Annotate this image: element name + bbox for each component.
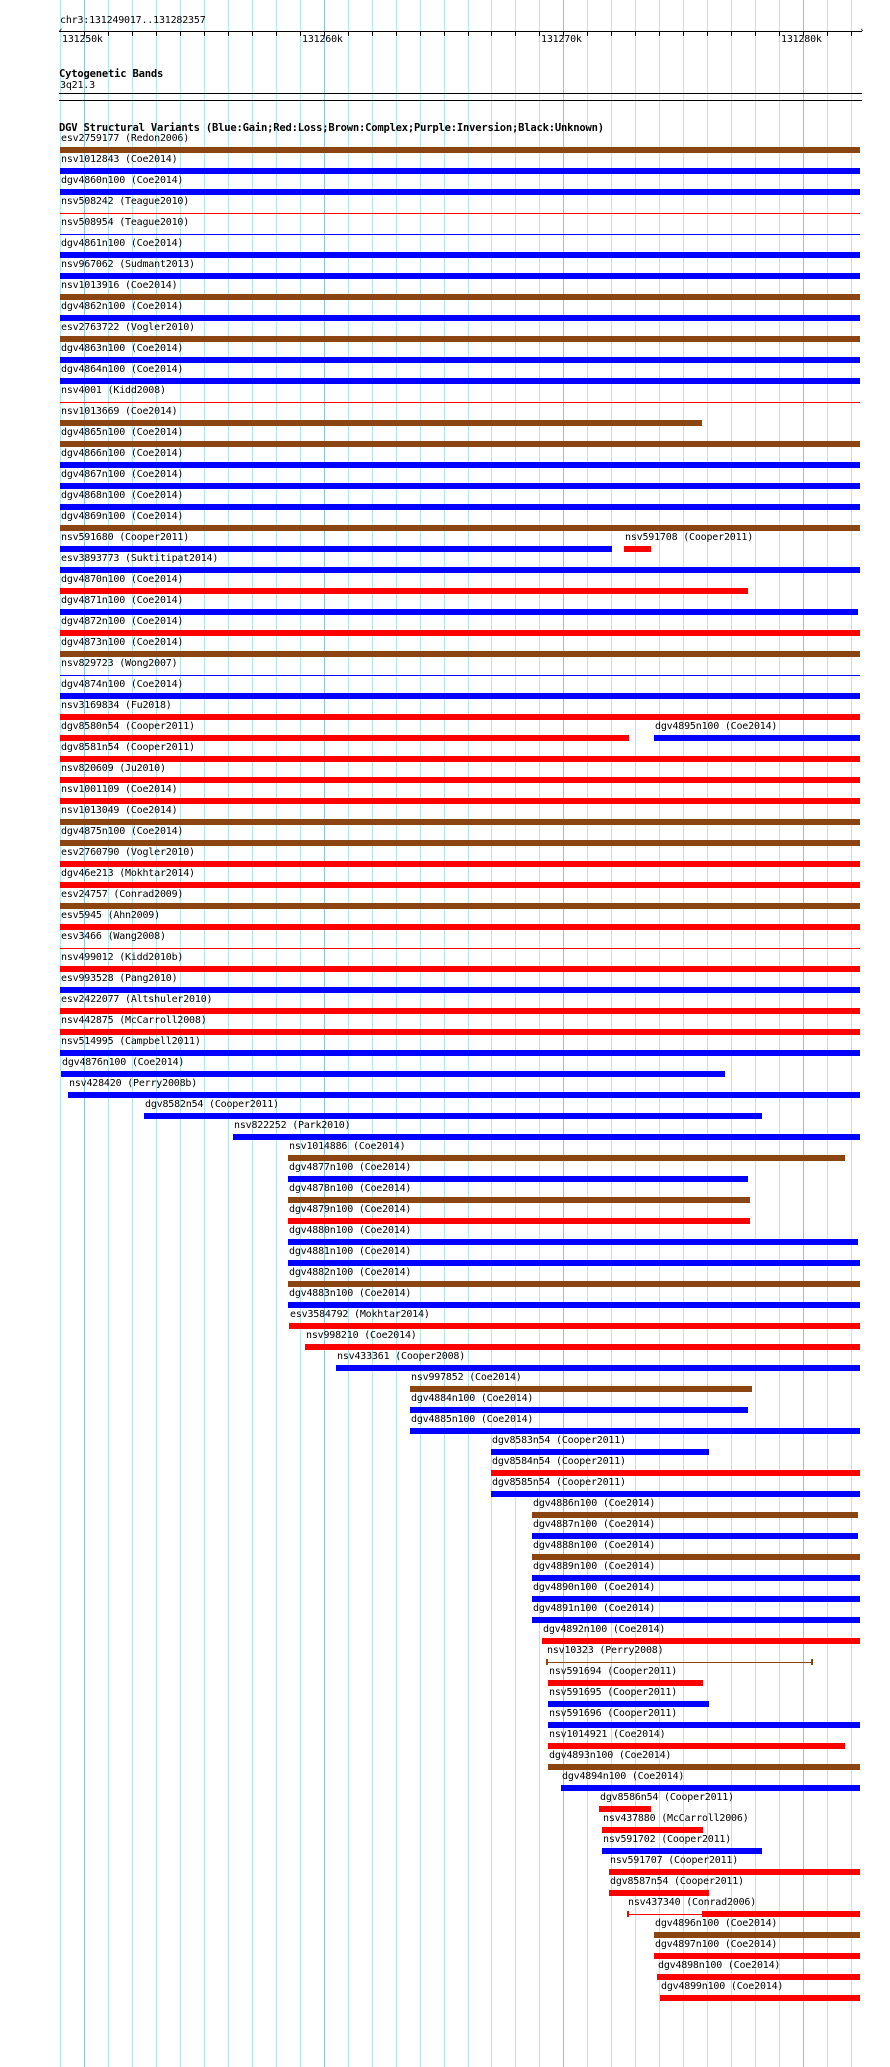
- variant-feature-bar[interactable]: [410, 1407, 748, 1413]
- variant-label[interactable]: nsv508242 (Teague2010): [61, 196, 190, 207]
- variant-feature-bar[interactable]: [305, 1344, 859, 1350]
- variant-feature-bar[interactable]: [654, 735, 860, 741]
- variant-label[interactable]: dgv4886n100 (Coe2014): [533, 1498, 656, 1509]
- variant-feature-bar[interactable]: [532, 1596, 860, 1602]
- variant-label[interactable]: nsv998210 (Coe2014): [306, 1330, 417, 1341]
- variant-feature-bar[interactable]: [602, 1827, 703, 1833]
- variant-feature-bar[interactable]: [60, 1029, 859, 1035]
- variant-label[interactable]: esv2422077 (Altshuler2010): [61, 994, 213, 1005]
- variant-feature-bar[interactable]: [60, 504, 859, 510]
- ruler-tick: [635, 31, 636, 36]
- ruler-tick: [468, 31, 469, 36]
- variant-feature-bar[interactable]: [144, 1113, 762, 1119]
- ruler-tick: [827, 31, 828, 36]
- ruler-tick: [132, 31, 133, 36]
- variant-label[interactable]: dgv8582n54 (Cooper2011): [145, 1099, 279, 1110]
- variant-label[interactable]: dgv4860n100 (Coe2014): [61, 175, 184, 186]
- variant-label[interactable]: dgv4889n100 (Coe2014): [533, 1561, 656, 1572]
- variant-label[interactable]: nsv442875 (McCarroll2008): [61, 1015, 207, 1026]
- ruler-tick: [300, 31, 301, 36]
- variant-label[interactable]: dgv4884n100 (Coe2014): [411, 1393, 534, 1404]
- variant-label[interactable]: dgv8587n54 (Cooper2011): [610, 1876, 744, 1887]
- variant-label[interactable]: nsv437880 (McCarroll2006): [603, 1813, 749, 1824]
- variant-feature-bar[interactable]: [548, 1722, 860, 1728]
- variant-end-cap: [811, 1659, 813, 1665]
- variant-label[interactable]: esv3466 (Wang2008): [61, 931, 166, 942]
- variant-feature-bar[interactable]: [60, 777, 859, 783]
- ruler-tick: [515, 31, 516, 36]
- ruler-tick: [851, 31, 852, 36]
- variant-feature-bar[interactable]: [60, 336, 859, 342]
- ruler-tick: [587, 31, 588, 36]
- variant-label[interactable]: nsv1001109 (Coe2014): [61, 784, 178, 795]
- variant-feature-bar[interactable]: [60, 294, 859, 300]
- variant-label[interactable]: nsv4001 (Kidd2008): [61, 385, 166, 396]
- cytoband-line-bottom: [59, 100, 862, 101]
- variant-feature-bar[interactable]: [532, 1533, 859, 1539]
- variant-label[interactable]: nsv997852 (Coe2014): [411, 1372, 522, 1383]
- right-arrow-icon[interactable]: ›: [859, 26, 865, 36]
- variant-start-cap: [546, 1659, 548, 1665]
- variant-label[interactable]: dgv4878n100 (Coe2014): [289, 1183, 412, 1194]
- variant-label[interactable]: nsv1013916 (Coe2014): [61, 280, 178, 291]
- variant-label[interactable]: dgv4870n100 (Coe2014): [61, 574, 184, 585]
- variant-feature-bar[interactable]: [60, 147, 859, 153]
- variant-feature-line[interactable]: [546, 1662, 813, 1663]
- variant-feature-bar[interactable]: [60, 357, 859, 363]
- cytoband-line-top: [59, 93, 862, 94]
- variant-feature-bar[interactable]: [60, 756, 859, 762]
- ruler-tick: [108, 31, 109, 36]
- variant-label[interactable]: nsv820609 (Ju2010): [61, 763, 166, 774]
- variant-label[interactable]: dgv4892n100 (Coe2014): [543, 1624, 666, 1635]
- variant-feature-bar[interactable]: [60, 168, 859, 174]
- variant-feature-bar[interactable]: [288, 1281, 860, 1287]
- variant-label[interactable]: dgv46e213 (Mokhtar2014): [61, 868, 195, 879]
- variant-feature-bar[interactable]: [548, 1680, 703, 1686]
- variant-label[interactable]: dgv4893n100 (Coe2014): [549, 1750, 672, 1761]
- variant-label[interactable]: nsv1014886 (Coe2014): [289, 1141, 406, 1152]
- variant-feature-bar[interactable]: [288, 1197, 750, 1203]
- variant-label[interactable]: dgv4885n100 (Coe2014): [411, 1414, 534, 1425]
- variant-label[interactable]: dgv4881n100 (Coe2014): [289, 1246, 412, 1257]
- variant-feature-bar[interactable]: [289, 1323, 860, 1329]
- cytoband-label[interactable]: 3q21.3: [60, 80, 95, 91]
- variant-feature-bar[interactable]: [561, 1785, 860, 1791]
- variant-feature-bar[interactable]: [410, 1428, 860, 1434]
- variant-feature-bar[interactable]: [410, 1386, 752, 1392]
- variant-feature-bar[interactable]: [60, 441, 859, 447]
- variant-feature-bar[interactable]: [60, 840, 859, 846]
- variant-feature-bar[interactable]: [491, 1470, 860, 1476]
- variant-feature-bar[interactable]: [60, 252, 859, 258]
- variant-label[interactable]: nsv591707 (Cooper2011): [610, 1855, 739, 1866]
- variant-feature-bar[interactable]: [68, 1092, 860, 1098]
- variant-feature-bar[interactable]: [532, 1512, 859, 1518]
- ruler-tick: [396, 31, 397, 36]
- variant-label[interactable]: nsv437340 (Conrad2006): [628, 1897, 757, 1908]
- variant-feature-line[interactable]: [60, 402, 859, 403]
- variant-feature-bar[interactable]: [60, 735, 629, 741]
- ruler-tick: [755, 31, 756, 36]
- variant-feature-bar[interactable]: [609, 1869, 860, 1875]
- variant-label[interactable]: nsv591680 (Cooper2011): [61, 532, 190, 543]
- variant-feature-bar[interactable]: [60, 861, 859, 867]
- variant-label[interactable]: dgv4879n100 (Coe2014): [289, 1204, 412, 1215]
- variant-feature-bar[interactable]: [60, 630, 859, 636]
- variant-label[interactable]: nsv591708 (Cooper2011): [625, 532, 754, 543]
- ruler-tick: [683, 31, 684, 36]
- variant-label[interactable]: dgv8583n54 (Cooper2011): [492, 1435, 626, 1446]
- variant-label[interactable]: dgv4883n100 (Coe2014): [289, 1288, 412, 1299]
- variant-label[interactable]: esv2763722 (Vogler2010): [61, 322, 195, 333]
- variant-label[interactable]: nsv499012 (Kidd2010b): [61, 952, 184, 963]
- variant-label[interactable]: dgv4864n100 (Coe2014): [61, 364, 184, 375]
- ruler-tick-label: 131280k: [781, 34, 822, 45]
- variant-label[interactable]: dgv4875n100 (Coe2014): [61, 826, 184, 837]
- variant-feature-bar[interactable]: [491, 1491, 860, 1497]
- variant-label[interactable]: dgv4866n100 (Coe2014): [61, 448, 184, 459]
- variant-feature-bar[interactable]: [657, 1974, 860, 1980]
- variant-feature-bar[interactable]: [60, 546, 612, 552]
- variant-label[interactable]: nsv967062 (Sudmant2013): [61, 259, 195, 270]
- variant-label[interactable]: dgv4897n100 (Coe2014): [655, 1939, 778, 1950]
- ruler-tick: [707, 31, 708, 36]
- ruler-tick: [372, 31, 373, 36]
- variant-feature-line[interactable]: [60, 675, 859, 676]
- variant-feature-bar[interactable]: [60, 273, 859, 279]
- variant-label[interactable]: dgv4872n100 (Coe2014): [61, 616, 184, 627]
- variant-label[interactable]: esv3584792 (Mokhtar2014): [290, 1309, 430, 1320]
- variant-feature-bar[interactable]: [60, 819, 859, 825]
- variant-feature-bar[interactable]: [548, 1743, 845, 1749]
- variant-label[interactable]: dgv4861n100 (Coe2014): [61, 238, 184, 249]
- variant-feature-line[interactable]: [60, 213, 859, 214]
- variant-label[interactable]: dgv4891n100 (Coe2014): [533, 1603, 656, 1614]
- variant-feature-bar[interactable]: [60, 420, 702, 426]
- ruler-tick: [491, 31, 492, 36]
- variant-label[interactable]: nsv591696 (Cooper2011): [549, 1708, 678, 1719]
- variant-label[interactable]: esv993528 (Pang2010): [61, 973, 178, 984]
- ruler-tick: [659, 31, 660, 36]
- ruler-tick-label: 131250k: [62, 34, 103, 45]
- variant-label[interactable]: dgv4894n100 (Coe2014): [562, 1771, 685, 1782]
- variant-feature-bar[interactable]: [702, 1911, 860, 1917]
- variant-label[interactable]: nsv1013049 (Coe2014): [61, 805, 178, 816]
- variant-label[interactable]: dgv8580n54 (Cooper2011): [61, 721, 195, 732]
- variant-label[interactable]: esv2759177 (Redon2006): [61, 133, 190, 144]
- ruler-tick: [731, 31, 732, 36]
- variant-label[interactable]: dgv4868n100 (Coe2014): [61, 490, 184, 501]
- variant-feature-bar[interactable]: [548, 1701, 709, 1707]
- ruler-tick: [180, 31, 181, 36]
- variant-label[interactable]: nsv591702 (Cooper2011): [603, 1834, 732, 1845]
- variant-label[interactable]: dgv4888n100 (Coe2014): [533, 1540, 656, 1551]
- variant-feature-bar[interactable]: [60, 462, 859, 468]
- variant-feature-bar[interactable]: [288, 1239, 858, 1245]
- variant-feature-bar[interactable]: [60, 378, 859, 384]
- variant-feature-bar[interactable]: [532, 1575, 860, 1581]
- variant-label[interactable]: dgv4898n100 (Coe2014): [658, 1960, 781, 1971]
- variant-feature-bar[interactable]: [60, 1050, 859, 1056]
- variant-label[interactable]: nsv3169834 (Fu2018): [61, 700, 172, 711]
- variant-label[interactable]: esv2760790 (Vogler2010): [61, 847, 195, 858]
- variant-label[interactable]: nsv1014921 (Coe2014): [549, 1729, 666, 1740]
- variant-feature-bar[interactable]: [60, 882, 859, 888]
- variant-feature-bar[interactable]: [548, 1764, 860, 1770]
- ruler-tick: [420, 31, 421, 36]
- ruler-tick: [252, 31, 253, 36]
- variant-feature-bar[interactable]: [60, 714, 859, 720]
- variant-feature-bar[interactable]: [602, 1848, 762, 1854]
- variant-feature-bar[interactable]: [288, 1302, 860, 1308]
- ruler-tick: [228, 31, 229, 36]
- variant-label[interactable]: nsv428420 (Perry2008b): [69, 1078, 198, 1089]
- variant-label[interactable]: nsv829723 (Wong2007): [61, 658, 178, 669]
- variant-feature-bar[interactable]: [288, 1218, 750, 1224]
- ruler-tick: [539, 31, 540, 36]
- variant-label[interactable]: dgv8586n54 (Cooper2011): [600, 1792, 734, 1803]
- variant-label[interactable]: dgv8584n54 (Cooper2011): [492, 1456, 626, 1467]
- variant-label[interactable]: nsv591694 (Cooper2011): [549, 1666, 678, 1677]
- variant-label[interactable]: dgv4873n100 (Coe2014): [61, 637, 184, 648]
- variant-feature-bar[interactable]: [60, 798, 859, 804]
- variant-label[interactable]: dgv4899n100 (Coe2014): [661, 1981, 784, 1992]
- variant-feature-bar[interactable]: [660, 1995, 860, 2001]
- variant-feature-bar[interactable]: [61, 1071, 724, 1077]
- variant-feature-bar[interactable]: [60, 483, 859, 489]
- variant-feature-bar[interactable]: [609, 1890, 709, 1896]
- ruler-tick-label: 131270k: [541, 34, 582, 45]
- variant-feature-bar[interactable]: [288, 1176, 748, 1182]
- variant-label[interactable]: esv3893773 (Suktitipat2014): [61, 553, 219, 564]
- variant-label[interactable]: dgv4895n100 (Coe2014): [655, 721, 778, 732]
- variant-label[interactable]: dgv4876n100 (Coe2014): [62, 1057, 185, 1068]
- variant-feature-bar[interactable]: [60, 1008, 859, 1014]
- variant-feature-bar[interactable]: [60, 903, 859, 909]
- variant-feature-bar[interactable]: [532, 1617, 860, 1623]
- variant-feature-bar[interactable]: [60, 588, 748, 594]
- variant-label[interactable]: nsv1012843 (Coe2014): [61, 154, 178, 165]
- variant-label[interactable]: dgv4896n100 (Coe2014): [655, 1918, 778, 1929]
- variant-feature-bar[interactable]: [491, 1449, 709, 1455]
- variant-feature-line[interactable]: [60, 948, 859, 949]
- variant-label[interactable]: esv5945 (Ahn2009): [61, 910, 160, 921]
- variant-label[interactable]: dgv4867n100 (Coe2014): [61, 469, 184, 480]
- variant-feature-bar[interactable]: [654, 1932, 860, 1938]
- variant-feature-bar[interactable]: [599, 1806, 651, 1812]
- variant-feature-bar[interactable]: [288, 1260, 860, 1266]
- variant-feature-line[interactable]: [60, 234, 859, 235]
- variant-label[interactable]: dgv4865n100 (Coe2014): [61, 427, 184, 438]
- variant-label[interactable]: dgv8581n54 (Cooper2011): [61, 742, 195, 753]
- variant-label[interactable]: nsv508954 (Teague2010): [61, 217, 190, 228]
- ruler-tick: [348, 31, 349, 36]
- dgv-track-title: DGV Structural Variants (Blue:Gain;Red:Loss;Brown:Complex;Purple:Inversion;Black:Unknown): [59, 122, 604, 134]
- ruler-tick: [779, 31, 780, 36]
- variant-label[interactable]: esv24757 (Conrad2009): [61, 889, 184, 900]
- variant-label[interactable]: dgv4880n100 (Coe2014): [289, 1225, 412, 1236]
- variant-feature-bar[interactable]: [542, 1638, 860, 1644]
- variant-label[interactable]: dgv4874n100 (Coe2014): [61, 679, 184, 690]
- variant-label[interactable]: dgv4890n100 (Coe2014): [533, 1582, 656, 1593]
- variant-label[interactable]: nsv591695 (Cooper2011): [549, 1687, 678, 1698]
- variant-feature-bar[interactable]: [624, 546, 651, 552]
- variant-label[interactable]: nsv822252 (Park2010): [234, 1120, 351, 1131]
- variant-feature-bar[interactable]: [60, 525, 859, 531]
- variant-feature-line[interactable]: [627, 1914, 702, 1915]
- variant-label[interactable]: dgv4877n100 (Coe2014): [289, 1162, 412, 1173]
- ruler-tick-label: 131260k: [302, 34, 343, 45]
- variant-feature-bar[interactable]: [60, 966, 859, 972]
- ruler-tick: [204, 31, 205, 36]
- variant-label[interactable]: nsv1013669 (Coe2014): [61, 406, 178, 417]
- variant-label[interactable]: nsv433361 (Cooper2008): [337, 1351, 466, 1362]
- variant-label[interactable]: dgv4882n100 (Coe2014): [289, 1267, 412, 1278]
- variant-feature-bar[interactable]: [60, 924, 859, 930]
- ruler-tick: [156, 31, 157, 36]
- variant-feature-bar[interactable]: [60, 567, 859, 573]
- variant-label[interactable]: dgv4863n100 (Coe2014): [61, 343, 184, 354]
- variant-label[interactable]: dgv8585n54 (Cooper2011): [492, 1477, 626, 1488]
- variant-feature-bar[interactable]: [60, 609, 858, 615]
- ruler-tick: [444, 31, 445, 36]
- ruler-tick: [611, 31, 612, 36]
- variant-feature-bar[interactable]: [60, 315, 859, 321]
- variant-feature-bar[interactable]: [60, 189, 859, 195]
- variant-feature-bar[interactable]: [288, 1155, 845, 1161]
- variant-label[interactable]: nsv10323 (Perry2008): [547, 1645, 664, 1656]
- cytoband-track-title: Cytogenetic Bands: [59, 68, 164, 80]
- variant-label[interactable]: dgv4887n100 (Coe2014): [533, 1519, 656, 1530]
- variant-feature-bar[interactable]: [532, 1554, 860, 1560]
- location-label: chr3:131249017..131282357: [60, 15, 206, 26]
- variant-label[interactable]: dgv4862n100 (Coe2014): [61, 301, 184, 312]
- variant-feature-bar[interactable]: [60, 987, 859, 993]
- variant-feature-bar[interactable]: [336, 1365, 860, 1371]
- variant-label[interactable]: dgv4869n100 (Coe2014): [61, 511, 184, 522]
- variant-feature-bar[interactable]: [233, 1134, 860, 1140]
- variant-feature-bar[interactable]: [60, 693, 859, 699]
- variant-feature-bar[interactable]: [60, 651, 859, 657]
- left-arrow-icon[interactable]: ‹: [58, 26, 64, 36]
- variant-label[interactable]: nsv514995 (Campbell2011): [61, 1036, 201, 1047]
- variant-feature-bar[interactable]: [654, 1953, 860, 1959]
- variant-label[interactable]: dgv4871n100 (Coe2014): [61, 595, 184, 606]
- ruler-tick: [276, 31, 277, 36]
